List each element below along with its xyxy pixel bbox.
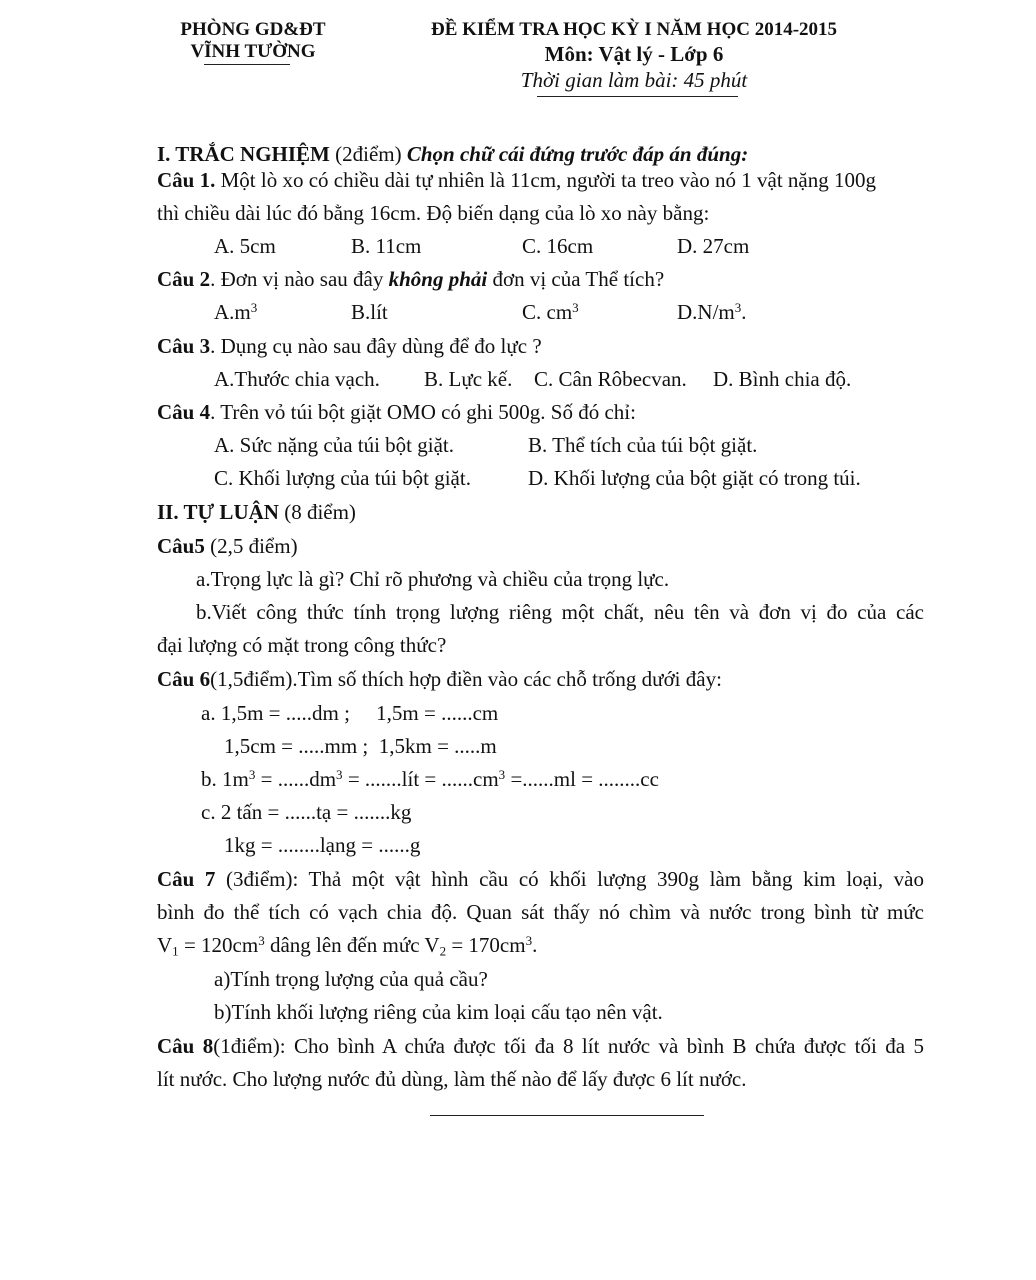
q8-label: Câu 8 — [157, 1034, 214, 1058]
q7-label: Câu 7 — [157, 867, 216, 891]
duration-underline — [537, 96, 738, 97]
q8-text1: (1điểm): Cho bình A chứa được tối đa 8 lít nước và bình B chứa được tối đa 5 — [213, 1034, 924, 1058]
q5-stem — [157, 535, 298, 558]
q2-text-pre: . Đơn vị nào sau đây — [210, 267, 389, 291]
q8-line1 — [157, 1035, 924, 1058]
q4-option-b: B. Thể tích của túi bột giặt. — [528, 433, 758, 457]
office-line1: PHÒNG GD&ĐT — [180, 19, 326, 40]
q6-b-line: b. $1m^3 = ......dm^3$ = .......lít = $......cm^3 =......ml = ........cc$ — [201, 766, 659, 791]
q3-option-a: A.Thước chia vạch. — [214, 367, 380, 391]
q7-part-a: a)Tính trọng lượng của quả cầu? — [214, 967, 488, 991]
q1-label: Câu 1. — [157, 168, 216, 192]
q6-c-line1: c. 2 tấn = ......tạ = .......kg — [201, 800, 412, 824]
q1-option-b: B. 11cm — [351, 234, 422, 258]
q4-option-d: D. Khối lượng của bột giặt có trong túi. — [528, 466, 861, 490]
q2-text-post: đơn vị của Thể tích? — [487, 267, 665, 291]
q6-a-line2: 1,5cm = .....mm ; 1,5km = .....m — [224, 734, 497, 758]
q7-part-b: b)Tính khối lượng riêng của kim loại cấu tạo nên vật. — [214, 1000, 663, 1024]
q2-emphasis: không phải — [388, 267, 488, 291]
q5-part-b-line2: đại lượng có mặt trong công thức? — [157, 633, 447, 657]
subject-line: Môn: Vật lý - Lớp 6 — [544, 42, 724, 66]
q7-text1: (3điểm): Thả một vật hình cầu có khối lượng 390g làm bằng kim loại, vào — [215, 867, 924, 891]
q7-line2: bình đo thể tích có vạch chia độ. Quan sát thấy nó chìm và nước trong bình từ mức — [157, 900, 924, 924]
part1-instruction: Chọn chữ cái đứng trước đáp án đúng: — [406, 142, 749, 166]
q6-c-line2: 1kg = ........lạng = ......g — [224, 833, 421, 857]
q5-points: (2,5 điểm) — [204, 534, 298, 558]
q1-option-d: D. 27cm — [677, 234, 750, 258]
q4-option-c: C. Khối lượng của túi bột giặt. — [214, 466, 471, 490]
q2-option-d: $D.N/m^3$. — [677, 299, 747, 324]
q3-stem — [157, 335, 542, 358]
q2-option-b: B.lít — [351, 300, 388, 324]
q5-part-b-line1: b.Viết công thức tính trọng lượng riêng một chất, nêu tên và đơn vị đo của các — [196, 600, 924, 624]
q7-line1 — [157, 868, 924, 891]
q1-option-a: A. 5cm — [214, 234, 276, 258]
q6-a-line1: a. 1,5m = .....dm ; 1,5m = ......cm — [201, 701, 499, 725]
q6-text: (1,5điểm).Tìm số thích hợp điền vào các chỗ trống dưới đây: — [210, 667, 722, 691]
q8-line2: lít nước. Cho lượng nước đủ dùng, làm thế nào để lấy được 6 lít nước. — [157, 1067, 747, 1091]
q1-line1 — [157, 169, 876, 192]
end-divider — [430, 1115, 704, 1116]
part2-points: (8 điểm) — [278, 500, 356, 524]
part1-heading — [157, 143, 748, 166]
exam-title: ĐỀ KIỂM TRA HỌC KỲ I NĂM HỌC 2014-2015 — [430, 19, 838, 40]
duration-line: Thời gian làm bài: 45 phút — [520, 68, 748, 92]
part2-heading — [157, 501, 356, 524]
q3-option-c: C. Cân Rôbecvan. — [534, 367, 687, 391]
q2-option-c: C. $cm^3$ — [522, 299, 579, 324]
q4-option-a: A. Sức nặng của túi bột giặt. — [214, 433, 455, 457]
q3-label: Câu 3 — [157, 334, 211, 358]
q3-option-d: D. Bình chia độ. — [713, 367, 852, 391]
q6-stem — [157, 668, 722, 691]
q2-label: Câu 2 — [157, 267, 211, 291]
office-underline — [204, 64, 290, 65]
q4-label: Câu 4 — [157, 400, 211, 424]
q4-text: . Trên vỏ túi bột giặt OMO có ghi 500g. Số đó chỉ: — [210, 400, 636, 424]
q5-part-a: a.Trọng lực là gì? Chỉ rõ phương và chiều của trọng lực. — [196, 567, 670, 591]
q1-line2: thì chiều dài lúc đó bằng 16cm. Độ biến dạng của lò xo này bằng: — [157, 201, 710, 225]
part1-points: (2điểm) — [329, 142, 407, 166]
office-line2: VĨNH TƯỜNG — [190, 41, 316, 62]
q2-option-a: $A.m^3$ — [214, 299, 258, 324]
part1-title: I. TRẮC NGHIỆM — [157, 142, 330, 166]
q5-label: Câu5 — [157, 534, 205, 558]
q6-label: Câu 6 — [157, 667, 211, 691]
q3-option-b: B. Lực kế. — [424, 367, 513, 391]
q2-stem — [157, 268, 664, 291]
q1-text: Một lò xo có chiều dài tự nhiên là 11cm, người ta treo vào nó 1 vật nặng 100g — [215, 168, 876, 192]
q7-line3: $V_1 = 120cm^3$ dâng lên đến mức $V_2 = 170cm^3$. — [157, 932, 538, 959]
q3-text: . Dụng cụ nào sau đây dùng để đo lực ? — [210, 334, 542, 358]
part2-title: II. TỰ LUẬN — [157, 500, 279, 524]
q4-stem — [157, 401, 636, 424]
q1-option-c: C. 16cm — [522, 234, 594, 258]
